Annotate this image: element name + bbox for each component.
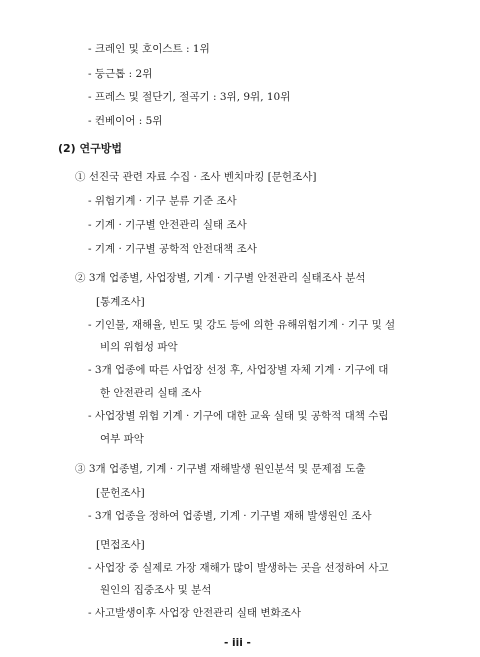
page-number: - iii - — [224, 637, 251, 649]
subheading: [통계조사] — [96, 296, 145, 308]
item1-title: ① 선진국 관련 자료 수집 · 조사 벤치마킹 [문헌조사] — [75, 171, 317, 183]
list-item-continuation: 한 안전관리 실태 조사 — [100, 387, 202, 399]
section-title: (2) 연구방법 — [58, 142, 123, 155]
list-item: - 둥근톱 : 2위 — [88, 68, 153, 80]
list-item: - 크레인 및 호이스트 : 1위 — [88, 43, 210, 55]
list-item: - 기계 · 기구별 공학적 안전대책 조사 — [88, 243, 257, 255]
subheading: [문헌조사] — [96, 487, 145, 499]
list-item: - 사업장별 위험 기계 · 기구에 대한 교육 실태 및 공학적 대책 수립 — [88, 410, 389, 422]
list-item: - 사업장 중 실제로 가장 재해가 많이 발생하는 곳을 선정하여 사고 — [88, 562, 389, 574]
list-item: - 3개 업종에 따른 사업장 선정 후, 사업장별 자체 기계 · 기구에 대 — [88, 364, 389, 376]
list-item: - 기계 · 기구별 안전관리 실태 조사 — [88, 219, 247, 231]
subheading: [면접조사] — [96, 539, 145, 551]
list-item: - 기인물, 재해율, 빈도 및 강도 등에 의한 유해위험기계 · 기구 및 설 — [88, 319, 396, 331]
list-item-continuation: 비의 위험성 파악 — [100, 341, 178, 353]
list-item-continuation: 여부 파악 — [100, 433, 144, 445]
item2-title: ② 3개 업종별, 사업장별, 기계 · 기구별 안전관리 실태조사 분석 — [75, 272, 366, 284]
list-item-continuation: 원인의 집중조사 및 분석 — [100, 584, 212, 596]
item3-title: ③ 3개 업종별, 기계 · 기구별 재해발생 원인분석 및 문제점 도출 — [75, 463, 366, 475]
list-item: - 위험기계 · 기구 분류 기준 조사 — [88, 195, 237, 207]
list-item: - 3개 업종을 정하여 업종별, 기계 · 기구별 재해 발생원인 조사 — [88, 510, 372, 522]
list-item: - 사고발생이후 사업장 안전관리 실태 변화조사 — [88, 607, 301, 619]
list-item: - 프레스 및 절단기, 절곡기 : 3위, 9위, 10위 — [88, 91, 291, 103]
list-item: - 컨베이어 : 5위 — [88, 115, 163, 127]
